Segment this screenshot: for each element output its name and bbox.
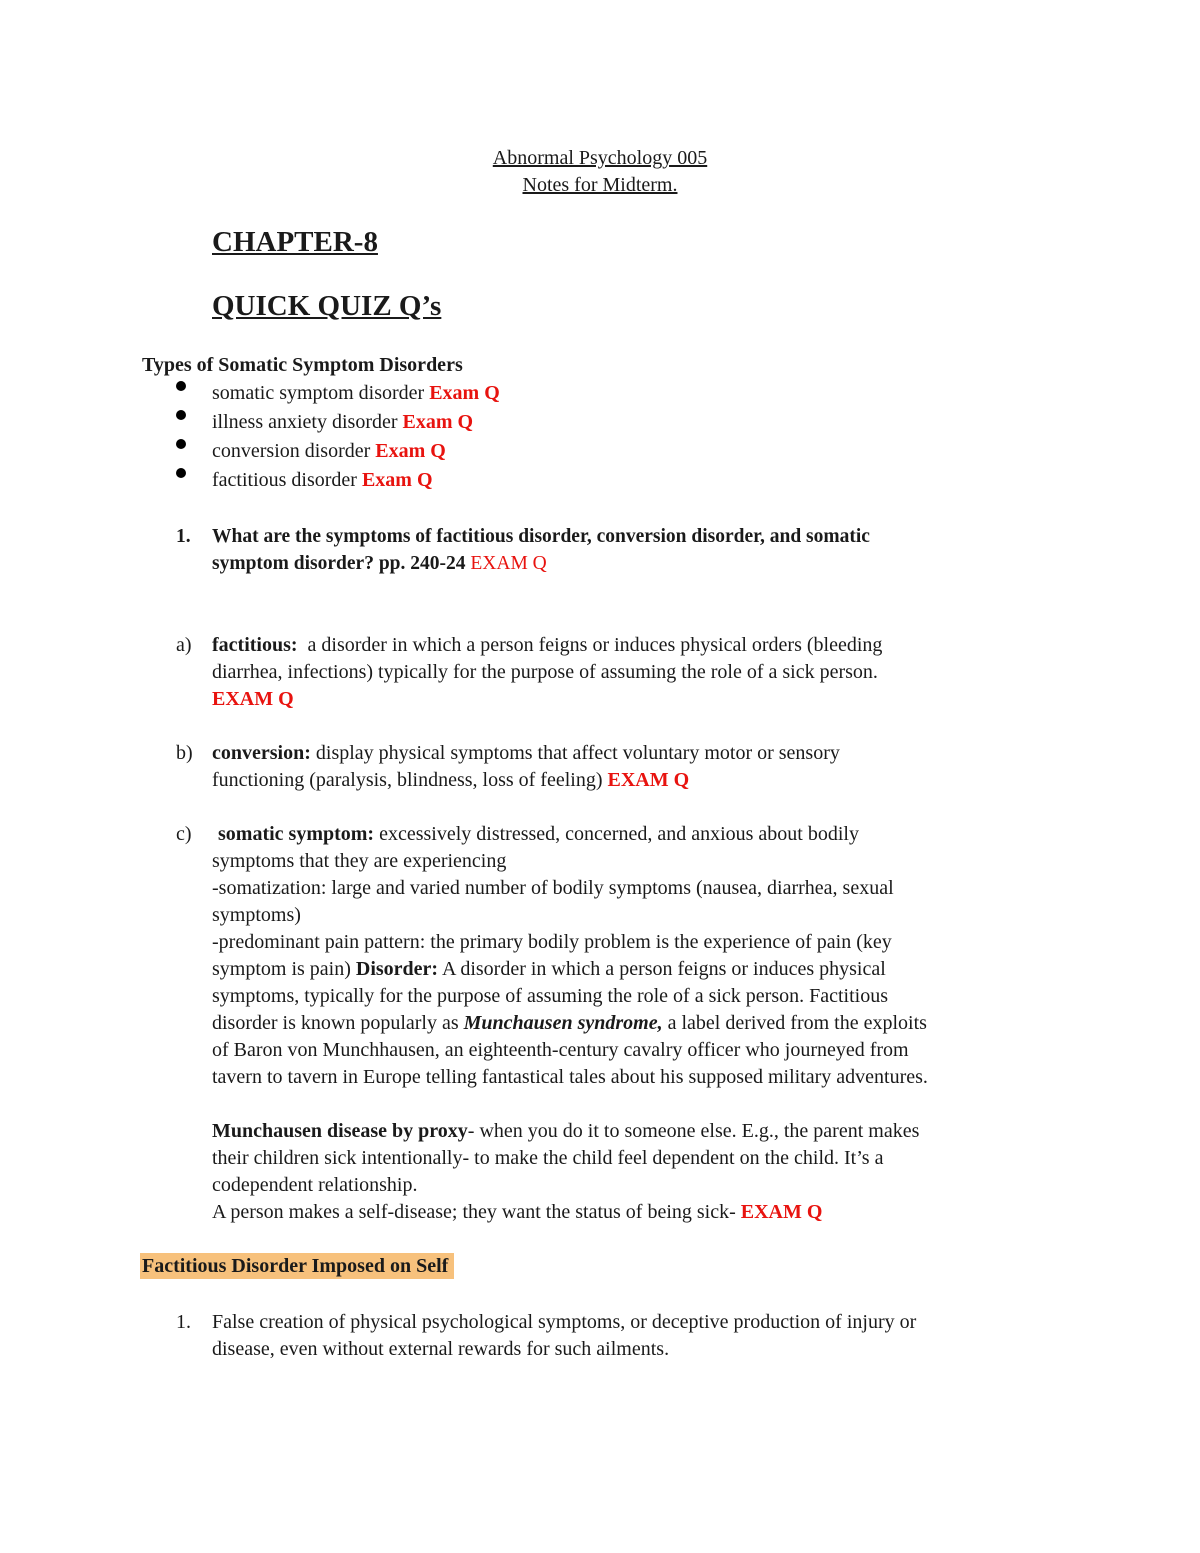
exam-tag: EXAM Q xyxy=(740,1201,823,1223)
exam-tag: EXAM Q xyxy=(607,769,690,791)
item-c-line: symptoms, typically for the purpose of assuming the role of a sick person. Factitious xyxy=(212,985,888,1007)
item-c-line: symptoms) xyxy=(212,904,301,926)
item-c-line: symptom is pain) Disorder: A disorder in which a person feigns or induces physical xyxy=(212,958,886,980)
term: conversion: xyxy=(212,742,311,764)
list-item xyxy=(212,438,446,465)
item-a-line: diarrhea, infections) typically for the purpose of assuming the role of a sick person. xyxy=(212,661,878,683)
section-line: False creation of physical psychological symptoms, or deceptive production of injury or xyxy=(212,1311,917,1333)
chapter-heading: CHAPTER-8 xyxy=(212,226,378,258)
proxy-line: A person makes a self-disease; they want the status of being sick- EXAM Q xyxy=(212,1201,823,1223)
question-line: What are the symptoms of factitious disorder, conversion disorder, and somatic xyxy=(212,526,870,547)
item-b-line: conversion: display physical symptoms that affect voluntary motor or sensory xyxy=(212,742,840,764)
question-line: symptom disorder? pp. 240-24 EXAM Q xyxy=(212,553,547,574)
type-label: illness anxiety disorder xyxy=(212,411,398,433)
term: Munchausen syndrome, xyxy=(463,1012,663,1034)
bullet-icon xyxy=(176,410,186,420)
item-c-line: -somatization: large and varied number of bodily symptoms (nausea, diarrhea, sexual xyxy=(212,877,894,899)
quiz-heading: QUICK QUIZ Q’s xyxy=(212,290,442,322)
list-item xyxy=(212,380,500,407)
term: factitious: xyxy=(212,634,298,656)
list-item xyxy=(212,467,433,494)
item-c-line: symptoms that they are experiencing xyxy=(212,850,507,872)
item-a-line: factitious: a disorder in which a person feigns or induces physical orders (bleeding xyxy=(212,634,883,656)
type-label: conversion disorder xyxy=(212,440,371,462)
item-c-line: tavern to tavern in Europe telling fantastical tales about his supposed military adventures. xyxy=(212,1066,928,1088)
item-marker: b) xyxy=(176,742,193,764)
exam-tag: Exam Q xyxy=(361,469,433,491)
term: Munchausen disease by proxy xyxy=(212,1120,468,1142)
proxy-line: Munchausen disease by proxy- when you do it to someone else. E.g., the parent makes xyxy=(212,1120,920,1142)
exam-tag: EXAM Q xyxy=(212,688,294,710)
item-marker: a) xyxy=(176,634,192,656)
exam-tag: Exam Q xyxy=(402,411,474,433)
section-heading: Factitious Disorder Imposed on Self xyxy=(140,1253,454,1280)
exam-tag: Exam Q xyxy=(429,382,500,404)
section-line: disease, even without external rewards for such ailments. xyxy=(212,1338,670,1360)
item-b-line: functioning (paralysis, blindness, loss of feeling) EXAM Q xyxy=(212,769,690,791)
document-title: Abnormal Psychology 005 xyxy=(492,147,708,169)
proxy-line: their children sick intentionally- to make the child feel dependent on the child. It’s a xyxy=(212,1147,884,1169)
item-c-line: somatic symptom: excessively distressed, concerned, and anxious about bodily xyxy=(218,823,859,845)
document-subtitle: Notes for Midterm. xyxy=(522,174,678,196)
item-marker: c) xyxy=(176,823,192,845)
proxy-line: codependent relationship. xyxy=(212,1174,418,1196)
bullet-icon xyxy=(176,381,186,391)
bullet-icon xyxy=(176,439,186,449)
list-item xyxy=(212,409,473,436)
type-label: somatic symptom disorder xyxy=(212,382,425,404)
bullet-icon xyxy=(176,468,186,478)
term: somatic symptom: xyxy=(218,823,375,845)
item-c-line: disorder is known popularly as Munchausen syndrome, a label derived from the exploits xyxy=(212,1012,927,1034)
item-c-line: of Baron von Munchhausen, an eighteenth-century cavalry officer who journeyed from xyxy=(212,1039,909,1061)
type-label: factitious disorder xyxy=(212,469,357,491)
exam-tag: EXAM Q xyxy=(470,553,547,574)
term: Disorder: xyxy=(355,958,439,980)
item-c-line: -predominant pain pattern: the primary bodily problem is the experience of pain (key xyxy=(212,931,892,953)
exam-tag: Exam Q xyxy=(375,440,446,462)
question-number: 1. xyxy=(176,526,191,547)
item-marker: 1. xyxy=(176,1311,191,1333)
types-heading: Types of Somatic Symptom Disorders xyxy=(142,354,463,376)
